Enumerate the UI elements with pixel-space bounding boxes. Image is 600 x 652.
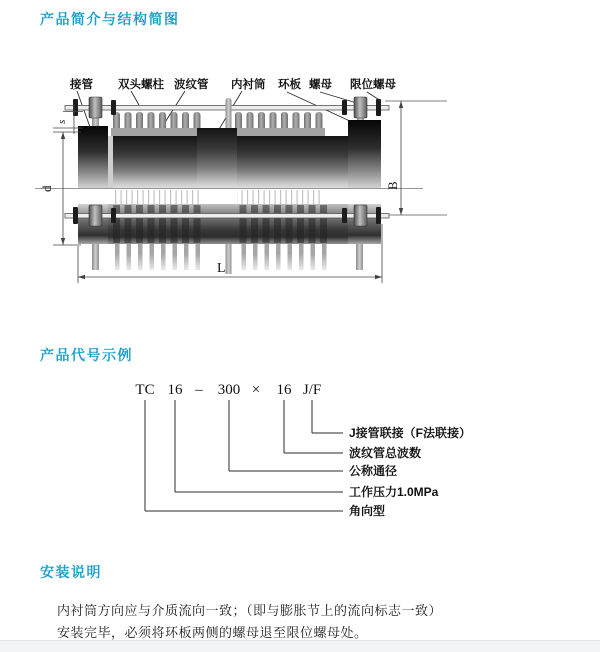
dim-d-arrow-top xyxy=(61,132,65,139)
callout-connection: J接管联接（F法联接） xyxy=(349,426,472,440)
fin-stripes-lower-left xyxy=(113,205,205,243)
page-bottom-strip xyxy=(0,640,600,652)
label-liner: 内衬筒 xyxy=(231,79,266,91)
section-title-intro: 产品简介与结构简图 xyxy=(40,11,180,27)
code-part-pressure: 16 xyxy=(167,382,183,398)
install-instruction-2: 安装完毕，必须将环板两侧的螺母退至限位螺母处。 xyxy=(57,625,368,640)
dim-b-arrow-bottom xyxy=(399,208,403,215)
dim-l-arrow-left xyxy=(78,275,85,279)
dim-b-label: B xyxy=(385,181,400,190)
section-title-code: 产品代号示例 xyxy=(40,347,133,363)
callout-pressure: 工作压力1.0MPa xyxy=(349,485,439,499)
callout-lines xyxy=(145,400,343,511)
pipe-end-right-upper xyxy=(348,120,381,189)
fin-base-band-left xyxy=(111,128,203,137)
label-ring-plate: 环板 xyxy=(278,79,301,91)
label-limit-nut: 限位螺母 xyxy=(350,79,396,91)
inner-bellows-lines-right xyxy=(237,190,321,204)
bolt-lower-right xyxy=(356,244,363,270)
fin-stripes-lower-right xyxy=(235,205,327,243)
install-instruction-1: 内衬筒方向应与介质流向一致；（即与膨胀节上的流向标志一致） xyxy=(57,603,443,618)
liner-post-bottom xyxy=(226,244,232,274)
dim-s-label: s xyxy=(56,119,68,124)
callout-diameter: 公称通径 xyxy=(349,464,398,478)
callout-waves: 波纹管总波数 xyxy=(349,446,422,460)
liner-post-top xyxy=(226,98,232,132)
inner-bellows-lines-left xyxy=(115,190,199,204)
code-part-type: TC xyxy=(135,382,155,398)
dim-d-arrow-bottom xyxy=(61,238,65,245)
structure-diagram xyxy=(35,68,455,308)
callout-type: 角向型 xyxy=(349,504,386,518)
label-bellows: 波纹管 xyxy=(174,79,209,91)
dim-d-label: d xyxy=(39,185,54,192)
code-part-dash: – xyxy=(195,382,203,398)
label-pipe: 接管 xyxy=(70,79,93,91)
bolt-lower-left xyxy=(92,244,99,270)
label-stud: 双头螺柱 xyxy=(118,79,164,91)
code-part-diameter: 300 xyxy=(217,382,241,398)
product-code-diagram xyxy=(100,375,500,525)
code-part-connection: J/F xyxy=(302,382,322,398)
fin-base-band-right xyxy=(233,128,325,137)
dim-l-arrow-right xyxy=(375,275,382,279)
code-part-waves: 16 xyxy=(276,382,292,398)
dim-b-arrow-top xyxy=(399,101,403,108)
liner-section-upper xyxy=(197,128,237,189)
pipe-end-left-upper xyxy=(78,126,108,189)
dim-l-label: L xyxy=(217,261,226,276)
label-nut: 螺母 xyxy=(309,79,332,91)
section-title-install: 安装说明 xyxy=(40,564,102,580)
product-code xyxy=(135,382,321,398)
code-part-times: × xyxy=(251,382,261,398)
